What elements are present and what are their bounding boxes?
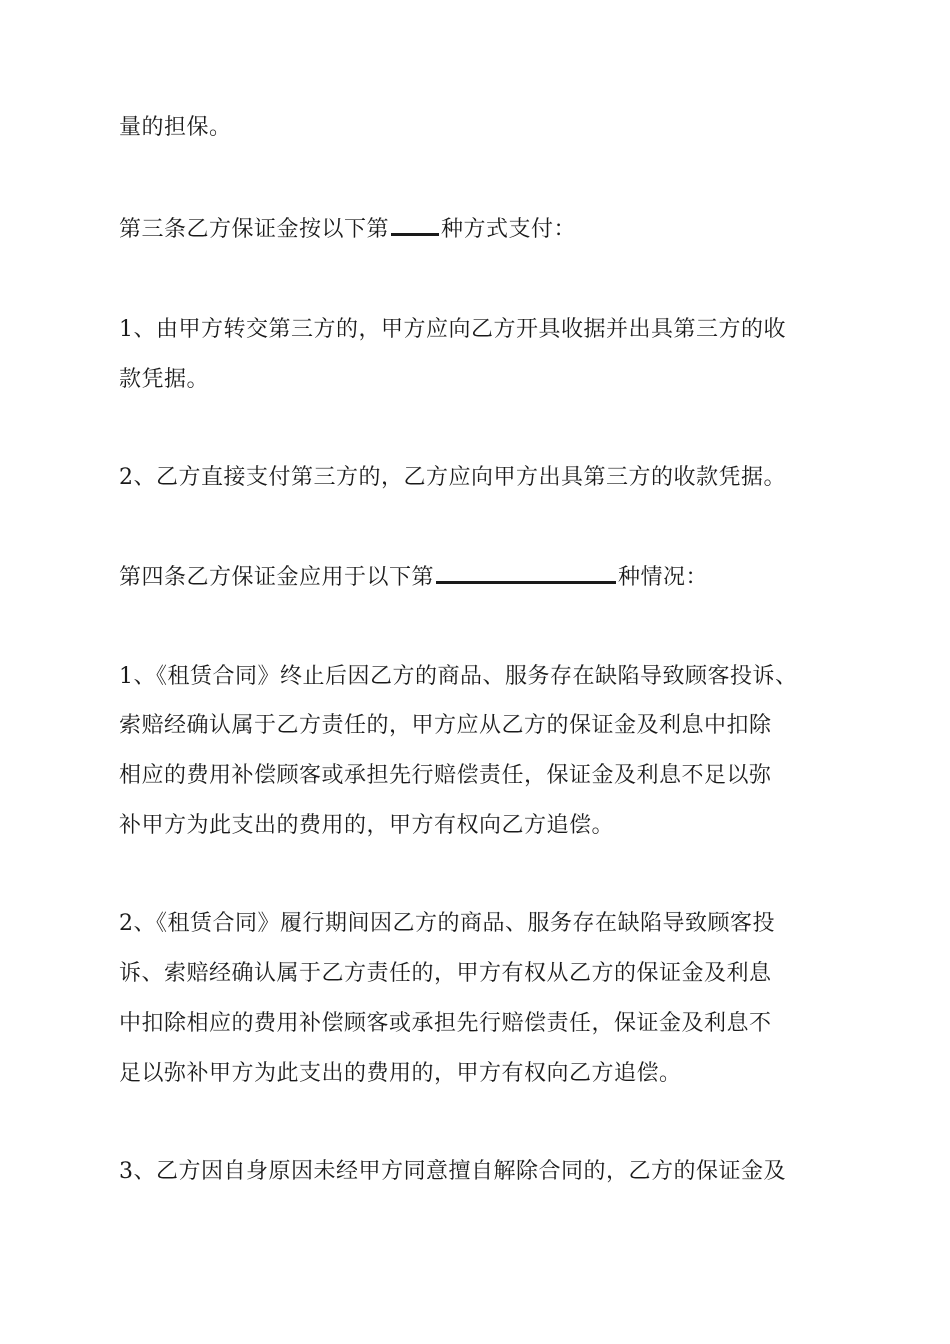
text-line: 足以弥补甲方为此支出的费用的，甲方有权向乙方追偿。 bbox=[119, 1061, 682, 1086]
text-line: 相应的费用补偿顾客或承担先行赔偿责任，保证金及利息不足以弥 bbox=[119, 763, 772, 788]
text-line: 1、由甲方转交第三方的，甲方应向乙方开具收据并出具第三方的收 bbox=[119, 317, 786, 342]
text-line: 2、乙方直接支付第三方的，乙方应向甲方出具第三方的收款凭据。 bbox=[119, 465, 786, 490]
text-line: 2、《租赁合同》履行期间因乙方的商品、服务存在缺陷导致顾客投 bbox=[119, 911, 775, 936]
clause-3-text-after-blank: 种方式支付： bbox=[441, 217, 577, 242]
text-line: 索赔经确认属于乙方责任的，甲方应从乙方的保证金及利息中扣除 bbox=[119, 713, 772, 738]
clause-3-text-before-blank: 第三条乙方保证金按以下第 bbox=[119, 217, 390, 242]
clause-3-fill-blank[interactable] bbox=[391, 215, 439, 236]
clause-4-heading bbox=[119, 563, 859, 593]
text-line: 1、《租赁合同》终止后因乙方的商品、服务存在缺陷导致顾客投诉、 bbox=[119, 664, 798, 689]
text-line: 款凭据。 bbox=[119, 367, 210, 392]
text-line: 中扣除相应的费用补偿顾客或承担先行赔偿责任，保证金及利息不 bbox=[119, 1011, 772, 1036]
text-line: 补甲方为此支出的费用的，甲方有权向乙方追偿。 bbox=[119, 813, 615, 838]
text-line: 诉、索赔经确认属于乙方责任的，甲方有权从乙方的保证金及利息 bbox=[119, 961, 772, 986]
text-line: 3、乙方因自身原因未经甲方同意擅自解除合同的，乙方的保证金及 bbox=[119, 1159, 786, 1184]
text-line: 量的担保。 bbox=[119, 115, 232, 140]
clause-3-heading bbox=[119, 215, 859, 245]
clause-4-fill-blank[interactable] bbox=[436, 563, 616, 584]
clause-4-text-before-blank: 第四条乙方保证金应用于以下第 bbox=[119, 565, 435, 590]
clause-4-text-after-blank: 种情况： bbox=[618, 565, 709, 590]
